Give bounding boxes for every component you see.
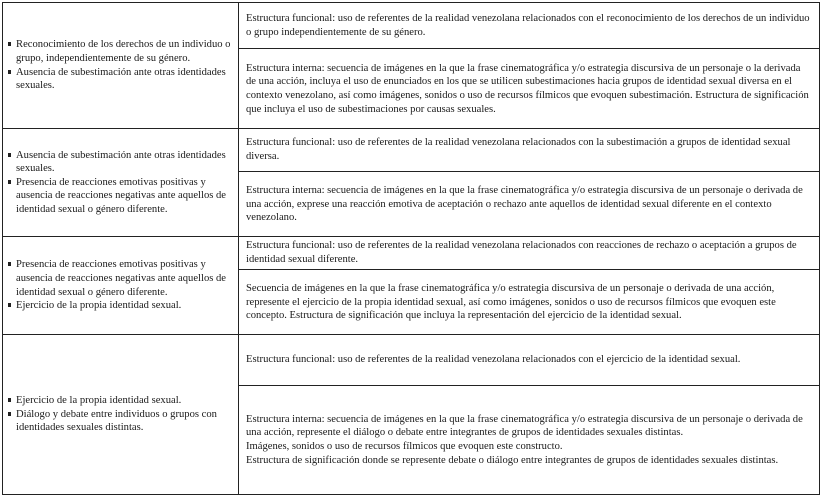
internal-structure-cell [239,49,819,129]
table-row [3,335,819,494]
structures-cell [239,129,819,236]
structure-text: Estructura funcional: uso de referentes de la realidad venezolana relacionados con reacciones de rechazo o aceptación a grupos de identidad sexual diferente. [246,240,797,265]
square-bullet-icon [8,180,11,184]
indicator-item [8,149,234,176]
square-bullet-icon [8,262,11,266]
square-bullet-icon [8,303,11,307]
indicators-cell [3,129,239,236]
indicator-text: Reconocimiento de los derechos de un individuo o grupo, independientemente de su género. [16,39,231,64]
indicator-list [8,258,234,312]
structure-text: Estructura funcional: uso de referentes de la realidad venezolana relacionados con la subestimación a grupos de identidad sexual diversa. [246,137,791,162]
structure-text: Estructura de significación donde se represente debate o diálogo entre integrantes de grupos de identidades sexuales distintas. [246,454,779,466]
indicator-item [8,176,234,217]
structure-text: Imágenes, sonidos o uso de recursos fílmicos que evoquen este constructo. [246,441,563,452]
indicator-text: Ausencia de subestimación ante otras identidades sexuales. [16,66,226,92]
indicator-text: Ejercicio de la propia identidad sexual. [16,300,182,312]
indicators-cell [3,237,239,334]
functional-structure-cell [239,237,819,270]
internal-structure-cell [239,270,819,335]
indicator-text: Ausencia de subestimación ante otras identidades sexuales. [16,149,226,175]
indicators-cell [3,335,239,494]
indicators-structure-table [2,2,820,495]
structure-text: Estructura interna: secuencia de imágenes en la que la frase cinematográfica y/o estrategia discursiva de un personaje o derivada de una acción, exprese una reacción emotiva de aceptación o rechazo ante aquellos de identidad sexual diferente en el contexto venezolano. [246,185,803,224]
indicator-item [8,258,234,299]
table-row [3,129,819,237]
structures-cell [239,237,819,334]
structure-text: Secuencia de imágenes en la que la frase cinematográfica y/o estrategia discursiva de un personaje o derivada de una acción, represente el ejercicio de la propia identidad sexual, así como imágenes, sonidos o uso de recursos fílmicos que evoquen este concepto. Estructura de significación que incluya la representación del ejercicio de la identidad sexual. [246,283,776,322]
functional-structure-cell [239,335,819,386]
indicators-cell [3,3,239,128]
structure-text: Estructura interna: secuencia de imágenes en la que la frase cinematográfica y/o estrategia discursiva de un personaje o derivada de una acción, represente el diálogo o debate entre integrantes de grupos de identidades sexuales distintas. [246,413,803,439]
indicator-text: Diálogo y debate entre individuos o grupos con identidades sexuales distintas. [16,408,217,434]
table-row [3,237,819,335]
square-bullet-icon [8,412,11,416]
indicator-list [8,149,234,217]
internal-structure-cell [239,386,819,494]
functional-structure-cell [239,3,819,49]
indicator-item [8,408,234,435]
structures-cell [239,335,819,494]
functional-structure-cell [239,129,819,172]
square-bullet-icon [8,70,11,74]
indicator-text: Presencia de reacciones emotivas positivas y ausencia de reacciones negativas ante aquellos de identidad sexual o género diferente. [16,259,227,298]
indicator-item [8,66,234,93]
square-bullet-icon [8,42,11,46]
indicator-text: Ejercicio de la propia identidad sexual. [16,395,182,407]
indicator-list [8,394,234,435]
square-bullet-icon [8,153,11,157]
structure-text: Estructura interna: secuencia de imágenes en la que la frase cinematográfica y/o estrategia discursiva de un personaje o la derivada de una acción, incluya el uso de enunciados en los que se utilicen subestimaciones hacia grupos de identidad sexual diversa en el contexto venezolano, así como imágenes, sonidos o uso de recursos fílmicos que evoquen subestimación. Estructura de significación que incluya el uso de subestimaciones por causas sexuales. [246,62,809,115]
structure-text: Estructura funcional: uso de referentes de la realidad venezolana relacionados con el reconocimiento de los derechos de un individuo o grupo independientemente de su género. [246,12,810,38]
internal-structure-cell [239,172,819,237]
indicator-item [8,299,234,313]
indicator-item [8,394,234,408]
indicator-list [8,38,234,92]
structure-text: Estructura funcional: uso de referentes de la realidad venezolana relacionados con el ejercicio de la identidad sexual. [246,354,741,366]
structures-cell [239,3,819,128]
indicator-item [8,38,234,65]
indicator-text: Presencia de reacciones emotivas positivas y ausencia de reacciones negativas ante aquellos de identidad sexual o género diferente. [16,176,227,215]
square-bullet-icon [8,398,11,402]
table-row [3,3,819,129]
